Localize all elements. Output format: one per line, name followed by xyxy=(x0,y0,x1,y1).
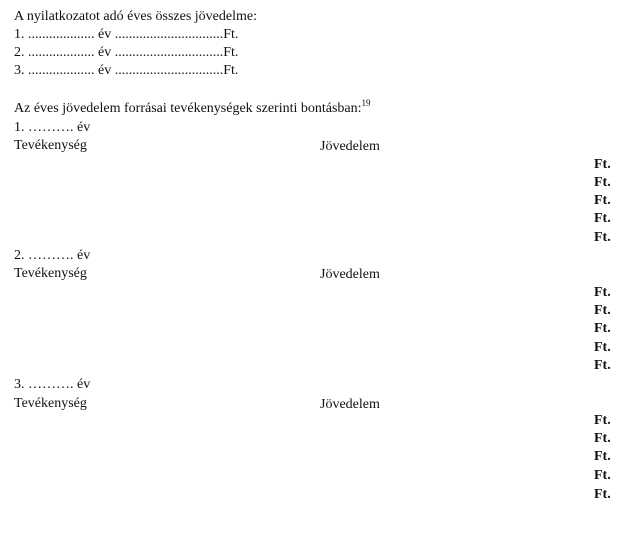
total-row-2 xyxy=(14,44,238,62)
sources-title xyxy=(14,100,371,118)
col-header-activity: Tevékenység xyxy=(14,266,87,281)
amount-blank[interactable]: ............................... xyxy=(114,63,224,78)
col-header-activity: Tevékenység xyxy=(14,138,87,153)
currency-label: Ft. xyxy=(594,431,611,446)
year-label: év xyxy=(98,63,112,78)
currency-label: Ft. xyxy=(594,487,611,502)
currency-label: Ft. xyxy=(594,413,611,428)
footnote-marker: 19 xyxy=(361,98,371,108)
col-header-income: Jövedelem xyxy=(320,139,380,154)
currency-label: Ft. xyxy=(594,285,611,300)
currency-label: Ft. xyxy=(594,358,611,373)
total-row-number: 2. xyxy=(14,45,25,60)
col-header-income: Jövedelem xyxy=(320,267,380,282)
total-row-1 xyxy=(14,26,238,44)
currency-label: Ft. xyxy=(594,175,611,190)
currency-label: Ft. xyxy=(594,157,611,172)
year-heading-2: 2. ………. év xyxy=(14,248,91,263)
year-label: év xyxy=(98,27,112,42)
income-summary-title: A nyilatkozatot adó éves összes jövedelme: xyxy=(14,9,257,24)
currency-label: Ft. xyxy=(594,321,611,336)
currency-label: Ft. xyxy=(223,27,239,42)
year-blank[interactable]: ................... xyxy=(28,63,95,78)
amount-blank[interactable]: ............................... xyxy=(114,27,224,42)
currency-label: Ft. xyxy=(223,45,239,60)
total-row-number: 3. xyxy=(14,63,25,78)
currency-label: Ft. xyxy=(594,468,611,483)
year-heading-3: 3. ………. év xyxy=(14,377,91,392)
year-label: év xyxy=(98,45,112,60)
col-header-income: Jövedelem xyxy=(320,397,380,412)
sources-title-text: Az éves jövedelem forrásai tevékenységek szerinti bontásban: xyxy=(14,101,362,116)
currency-label: Ft. xyxy=(594,193,611,208)
year-blank[interactable]: ................... xyxy=(28,45,95,60)
currency-label: Ft. xyxy=(594,303,611,318)
amount-blank[interactable]: ............................... xyxy=(114,45,224,60)
year-blank[interactable]: ................... xyxy=(28,27,95,42)
currency-label: Ft. xyxy=(594,211,611,226)
total-row-3 xyxy=(14,62,238,80)
currency-label: Ft. xyxy=(594,230,611,245)
currency-label: Ft. xyxy=(223,63,239,78)
total-row-number: 1. xyxy=(14,27,25,42)
currency-label: Ft. xyxy=(594,449,611,464)
col-header-activity: Tevékenység xyxy=(14,396,87,411)
year-heading-1: 1. ………. év xyxy=(14,120,91,135)
currency-label: Ft. xyxy=(594,340,611,355)
